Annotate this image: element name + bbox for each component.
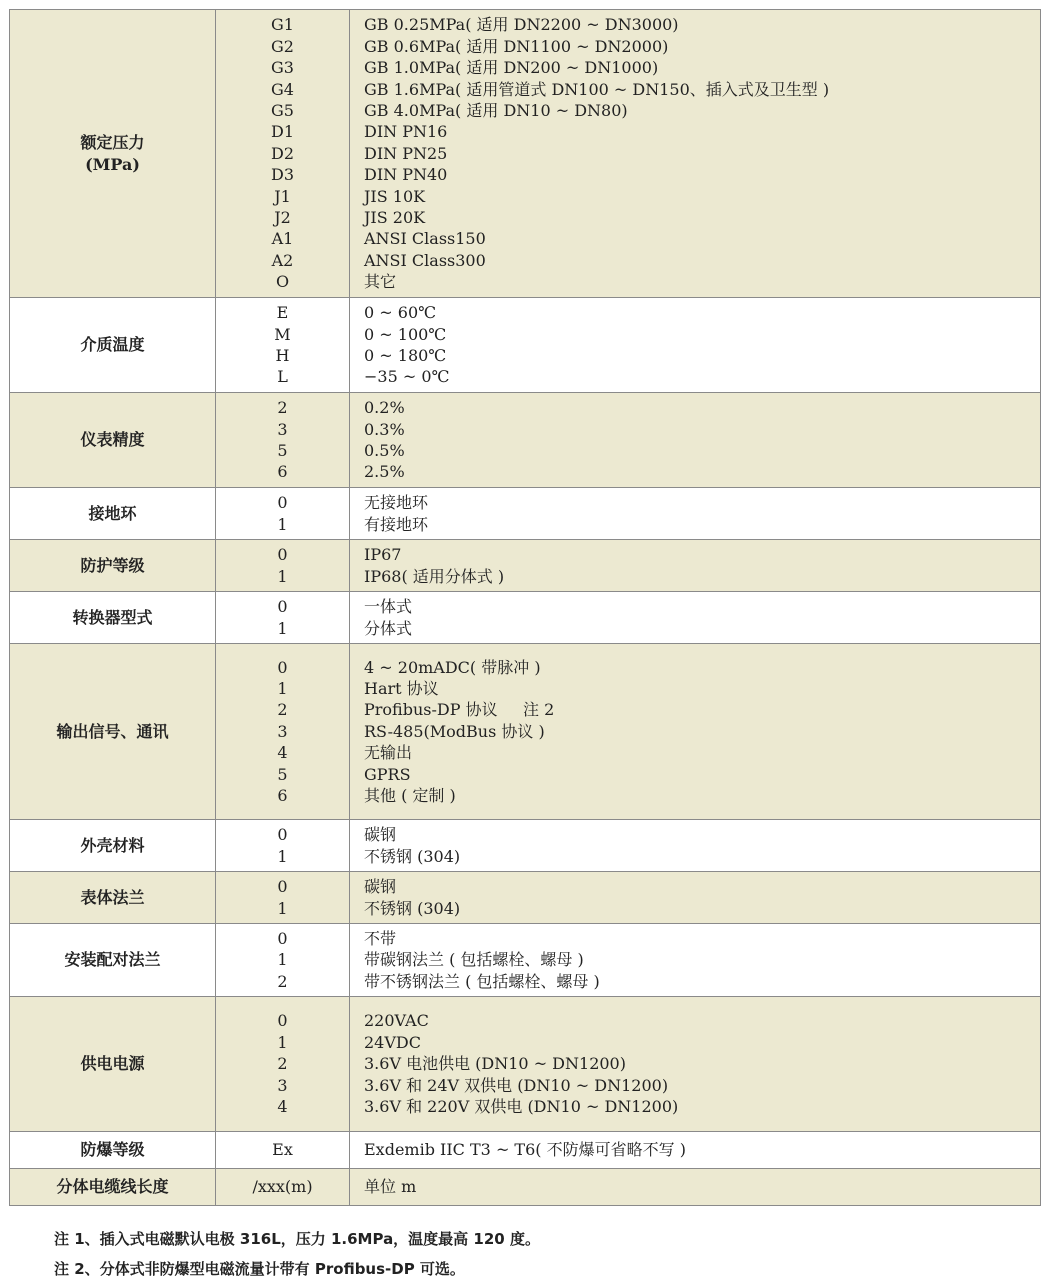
spec-code: O bbox=[275, 272, 290, 292]
spec-row-name bbox=[10, 592, 216, 644]
spec-row bbox=[10, 1132, 1041, 1169]
spec-description: 不锈钢 (304) bbox=[364, 846, 461, 866]
spec-description: 0 ~ 180℃ bbox=[364, 346, 447, 365]
spec-description: ANSI Class300 bbox=[364, 250, 486, 270]
spec-row-codes bbox=[216, 872, 350, 924]
spec-description: 无接地环 bbox=[364, 493, 429, 513]
spec-code: G2 bbox=[271, 36, 294, 56]
spec-row bbox=[10, 488, 1041, 540]
spec-row bbox=[10, 298, 1041, 393]
spec-description: 分体式 bbox=[364, 618, 413, 638]
spec-code: G5 bbox=[271, 100, 294, 120]
spec-row-codes bbox=[216, 488, 350, 540]
spec-code: A2 bbox=[271, 250, 294, 270]
spec-row-name bbox=[10, 488, 216, 540]
spec-description: 碳钢 bbox=[364, 825, 397, 845]
spec-description: 0.5% bbox=[364, 441, 405, 460]
spec-row-descriptions bbox=[350, 298, 1041, 393]
spec-name-line: 表体法兰 bbox=[80, 887, 145, 907]
spec-row-descriptions bbox=[350, 820, 1041, 872]
spec-description: 带不锈钢法兰 ( 包括螺栓、螺母 ) bbox=[364, 971, 600, 991]
spec-description: DIN PN16 bbox=[364, 122, 448, 142]
spec-code: /xxx(m) bbox=[252, 1177, 313, 1197]
spec-code: D1 bbox=[270, 122, 294, 142]
spec-name-line: 输出信号、通讯 bbox=[56, 721, 169, 741]
spec-description: 2.5% bbox=[364, 462, 405, 482]
spec-name-line: 仪表精度 bbox=[80, 430, 145, 450]
spec-code: D3 bbox=[270, 165, 294, 185]
spec-description: 带碳钢法兰 ( 包括螺栓、螺母 ) bbox=[364, 950, 584, 970]
spec-description: 3.6V 电池供电 (DN10 ~ DN1200) bbox=[364, 1054, 626, 1074]
spec-description: 不锈钢 (304) bbox=[364, 898, 461, 918]
spec-row-name bbox=[10, 540, 216, 592]
spec-row bbox=[10, 820, 1041, 872]
spec-code: 1 bbox=[277, 898, 288, 918]
spec-code: G3 bbox=[271, 58, 294, 78]
spec-row-descriptions bbox=[350, 997, 1041, 1132]
spec-description: 碳钢 bbox=[364, 877, 397, 897]
spec-code: Ex bbox=[272, 1140, 293, 1160]
spec-description: GPRS bbox=[364, 764, 411, 784]
spec-row-codes bbox=[216, 298, 350, 393]
spec-row-name bbox=[10, 924, 216, 997]
spec-code: 1 bbox=[277, 678, 288, 698]
spec-code: 2 bbox=[277, 398, 288, 418]
spec-row-name bbox=[10, 820, 216, 872]
spec-description: GB 1.6MPa( 适用管道式 DN100 ~ DN150、插入式及卫生型 ) bbox=[364, 79, 830, 99]
spec-row-codes bbox=[216, 820, 350, 872]
spec-description: 0 ~ 60℃ bbox=[364, 303, 437, 323]
spec-row bbox=[10, 1169, 1041, 1206]
spec-code: 2 bbox=[277, 700, 288, 720]
spec-description: 3.6V 和 220V 双供电 (DN10 ~ DN1200) bbox=[364, 1097, 679, 1117]
spec-row-codes bbox=[216, 997, 350, 1132]
spec-table-body bbox=[10, 10, 1041, 1206]
spec-description: 其他 ( 定制 ) bbox=[364, 786, 456, 806]
spec-row-descriptions bbox=[350, 1169, 1041, 1206]
spec-name-line: 额定压力 bbox=[80, 133, 145, 153]
spec-description: DIN PN40 bbox=[364, 165, 448, 185]
spec-row-name bbox=[10, 298, 216, 393]
spec-code: G1 bbox=[271, 15, 294, 35]
spec-row bbox=[10, 592, 1041, 644]
spec-row-descriptions bbox=[350, 592, 1041, 644]
spec-code: 1 bbox=[277, 566, 288, 586]
spec-code: L bbox=[277, 367, 288, 387]
spec-code: 0 bbox=[277, 928, 288, 948]
spec-code: A1 bbox=[271, 229, 294, 249]
spec-name-line: 防护等级 bbox=[80, 555, 145, 575]
spec-code: 0 bbox=[277, 597, 288, 617]
spec-row-codes bbox=[216, 540, 350, 592]
spec-description: 一体式 bbox=[364, 597, 413, 617]
spec-description: GB 4.0MPa( 适用 DN10 ~ DN80) bbox=[364, 100, 628, 120]
spec-code: 4 bbox=[277, 1097, 288, 1117]
spec-row-codes bbox=[216, 10, 350, 298]
spec-description: RS-485(ModBus 协议 ) bbox=[364, 721, 545, 741]
spec-row-descriptions bbox=[350, 644, 1041, 820]
note-1: 注 1、插入式电磁默认电极 316L，压力 1.6MPa，温度最高 120 度。 bbox=[54, 1230, 540, 1248]
spec-name-line: 安装配对法兰 bbox=[64, 950, 161, 970]
spec-code: E bbox=[276, 303, 289, 323]
spec-table bbox=[9, 9, 1041, 1206]
spec-name-line: 分体电缆线长度 bbox=[56, 1177, 169, 1197]
spec-description: 0 ~ 100℃ bbox=[364, 324, 447, 344]
spec-code: 0 bbox=[277, 877, 288, 897]
spec-description: JIS 20K bbox=[364, 208, 426, 228]
spec-description: 0.2% bbox=[364, 398, 405, 418]
spec-code: 6 bbox=[277, 462, 288, 482]
spec-code: 2 bbox=[277, 971, 288, 991]
spec-row-codes bbox=[216, 1132, 350, 1169]
spec-row-descriptions bbox=[350, 10, 1041, 298]
spec-row bbox=[10, 644, 1041, 820]
spec-row-codes bbox=[216, 393, 350, 488]
spec-code: 1 bbox=[277, 1032, 288, 1052]
spec-row bbox=[10, 997, 1041, 1132]
spec-row bbox=[10, 10, 1041, 298]
spec-row-name bbox=[10, 872, 216, 924]
spec-description: 无输出 bbox=[364, 743, 413, 763]
spec-row-codes bbox=[216, 644, 350, 820]
spec-code: 0 bbox=[277, 545, 288, 565]
spec-code: 3 bbox=[277, 1075, 288, 1095]
spec-row-descriptions bbox=[350, 488, 1041, 540]
spec-description: IP67 bbox=[364, 545, 402, 565]
spec-row-descriptions bbox=[350, 872, 1041, 924]
spec-code: 0 bbox=[277, 1011, 288, 1031]
spec-code: G4 bbox=[271, 79, 294, 99]
spec-code: 3 bbox=[277, 721, 288, 741]
spec-description: Hart 协议 bbox=[364, 678, 439, 698]
spec-description: 4 ~ 20mADC( 带脉冲 ) bbox=[364, 657, 541, 677]
spec-description: 有接地环 bbox=[364, 514, 429, 534]
spec-name-line: 防爆等级 bbox=[80, 1140, 145, 1160]
spec-code: H bbox=[275, 346, 290, 365]
spec-code: 5 bbox=[277, 764, 288, 784]
spec-code: J2 bbox=[274, 208, 291, 228]
spec-row bbox=[10, 540, 1041, 592]
spec-row-codes bbox=[216, 924, 350, 997]
spec-row-name bbox=[10, 1132, 216, 1169]
spec-code: 1 bbox=[277, 618, 288, 638]
spec-code: D2 bbox=[270, 143, 294, 163]
spec-row bbox=[10, 393, 1041, 488]
spec-description: DIN PN25 bbox=[364, 143, 448, 163]
spec-row bbox=[10, 924, 1041, 997]
spec-name-line: (MPa) bbox=[85, 154, 140, 174]
spec-description: 3.6V 和 24V 双供电 (DN10 ~ DN1200) bbox=[364, 1075, 669, 1095]
spec-code: 1 bbox=[277, 846, 288, 866]
spec-row-codes bbox=[216, 592, 350, 644]
spec-description: JIS 10K bbox=[364, 186, 426, 206]
spec-description: ANSI Class150 bbox=[364, 229, 486, 249]
spec-name-line: 外壳材料 bbox=[80, 835, 145, 855]
spec-code: 2 bbox=[277, 1054, 288, 1074]
spec-description: −35 ~ 0℃ bbox=[364, 367, 450, 387]
spec-row-name bbox=[10, 393, 216, 488]
spec-code: 4 bbox=[277, 743, 288, 763]
spec-name-line: 介质温度 bbox=[80, 335, 145, 355]
spec-description: Exdemib IIC T3 ~ T6( 不防爆可省略不写 ) bbox=[364, 1140, 686, 1160]
spec-description: GB 0.6MPa( 适用 DN1100 ~ DN2000) bbox=[364, 36, 669, 56]
spec-row-descriptions bbox=[350, 393, 1041, 488]
spec-description: 其它 bbox=[364, 272, 397, 292]
spec-code: 1 bbox=[277, 514, 288, 534]
spec-description: Profibus-DP 协议 注 2 bbox=[364, 700, 555, 720]
spec-row-descriptions bbox=[350, 924, 1041, 997]
spec-description: 24VDC bbox=[364, 1032, 421, 1052]
spec-code: 0 bbox=[277, 493, 288, 513]
spec-code: M bbox=[274, 324, 291, 344]
spec-code: J1 bbox=[274, 186, 291, 206]
note-2: 注 2、分体式非防爆型电磁流量计带有 Profibus-DP 可选。 bbox=[54, 1260, 465, 1278]
spec-row-name bbox=[10, 10, 216, 298]
spec-code: 5 bbox=[277, 441, 288, 460]
spec-name-line: 接地环 bbox=[88, 503, 137, 523]
spec-row-codes bbox=[216, 1169, 350, 1206]
spec-code: 0 bbox=[277, 657, 288, 677]
spec-row bbox=[10, 872, 1041, 924]
spec-name-line: 转换器型式 bbox=[72, 607, 153, 627]
spec-description: 220VAC bbox=[364, 1011, 429, 1031]
spec-code: 0 bbox=[277, 825, 288, 845]
spec-row-descriptions bbox=[350, 540, 1041, 592]
spec-description: GB 0.25MPa( 适用 DN2200 ~ DN3000) bbox=[364, 15, 679, 35]
spec-code: 1 bbox=[277, 950, 288, 970]
spec-row-name bbox=[10, 644, 216, 820]
spec-row-name bbox=[10, 997, 216, 1132]
spec-code: 6 bbox=[277, 786, 288, 806]
spec-name-line: 供电电源 bbox=[80, 1054, 145, 1074]
spec-row-descriptions bbox=[350, 1132, 1041, 1169]
spec-description: GB 1.0MPa( 适用 DN200 ~ DN1000) bbox=[364, 58, 659, 78]
spec-description: IP68( 适用分体式 ) bbox=[364, 566, 505, 586]
spec-description: 单位 m bbox=[364, 1177, 417, 1197]
spec-description: 0.3% bbox=[364, 419, 405, 439]
spec-description: 不带 bbox=[364, 928, 397, 948]
notes bbox=[54, 1224, 540, 1284]
spec-row-name bbox=[10, 1169, 216, 1206]
spec-code: 3 bbox=[277, 419, 288, 439]
